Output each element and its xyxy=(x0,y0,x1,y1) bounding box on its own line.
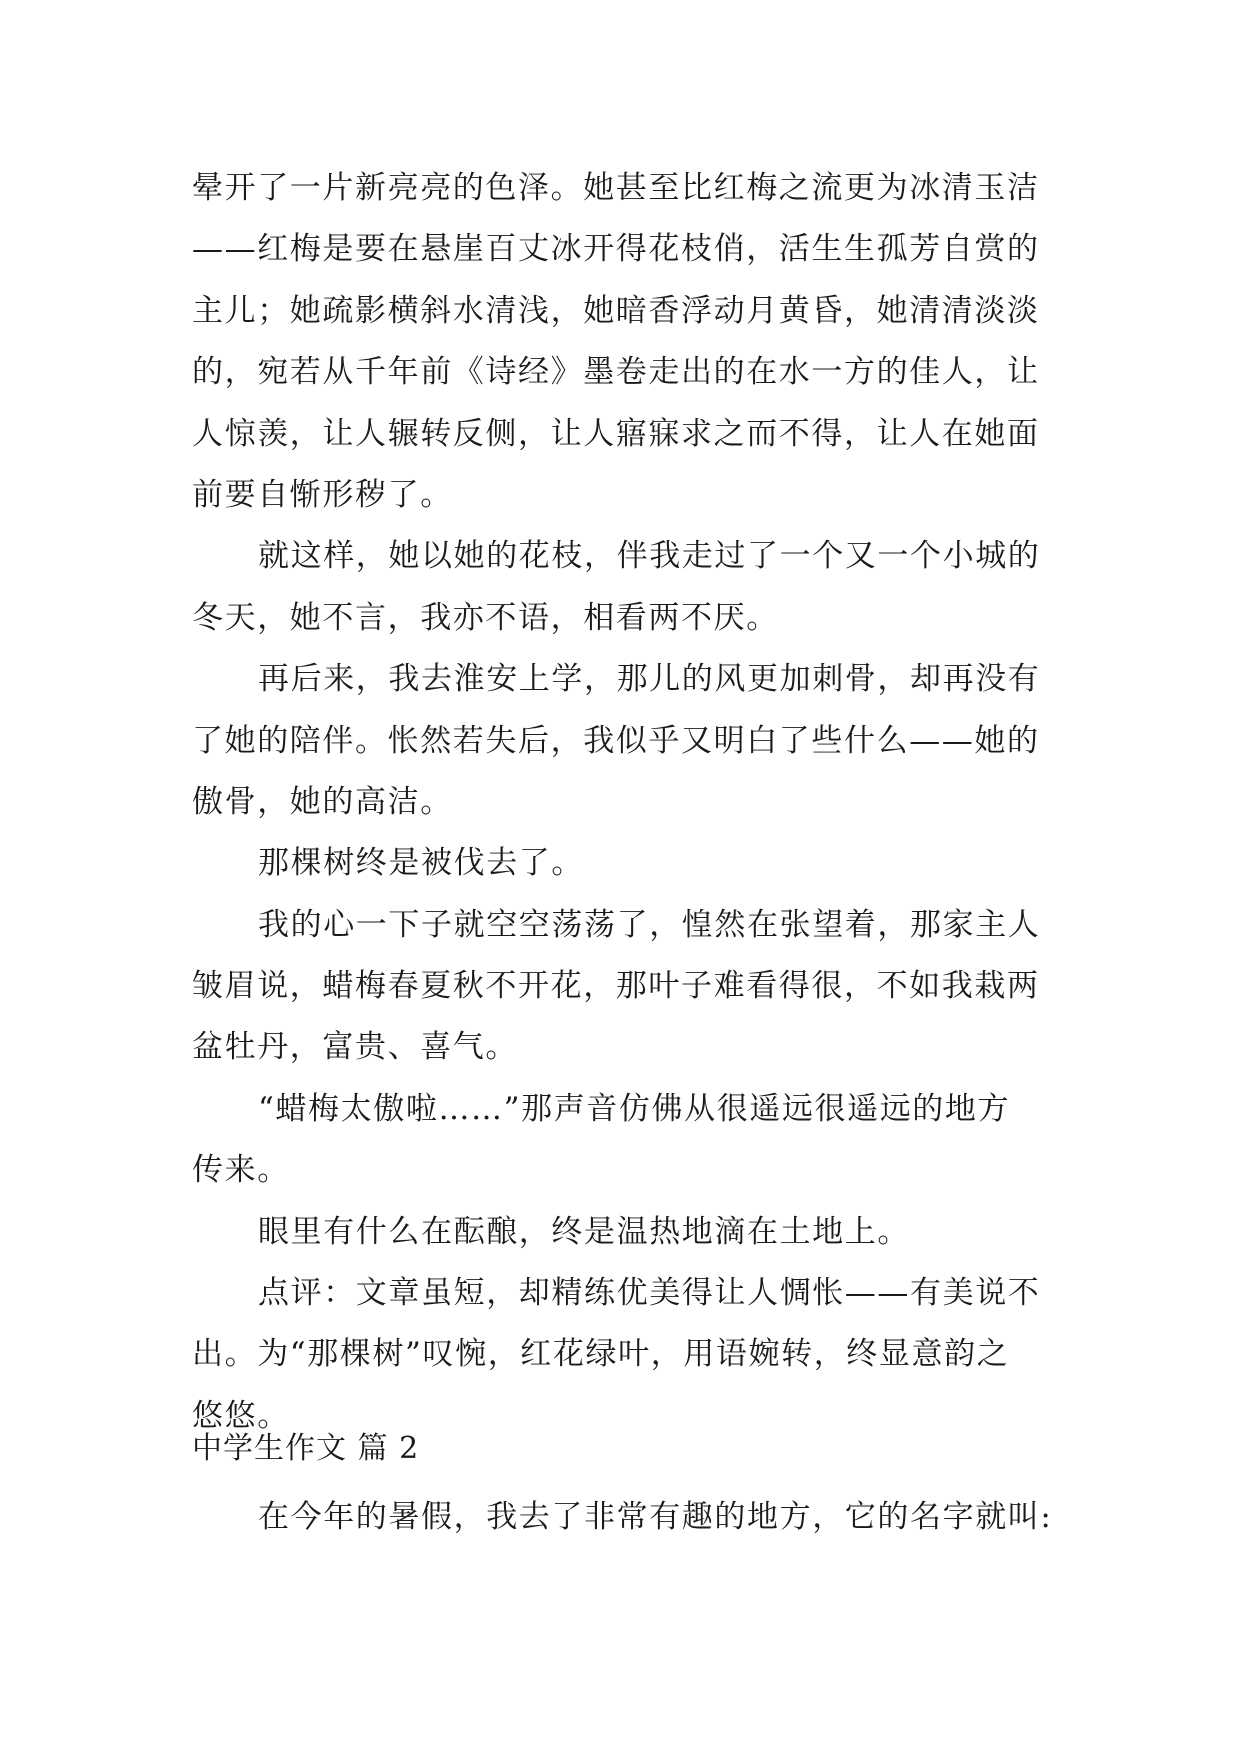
text-line: 的，宛若从千年前《诗经》墨卷走出的在水一方的佳人，让 xyxy=(192,354,1040,391)
review-paragraph xyxy=(192,1263,1052,1447)
text-line: 那棵树终是被伐去了。 xyxy=(258,845,584,882)
text-line: 传来。 xyxy=(192,1152,290,1189)
text-line: 了她的陪伴。怅然若失后，我似乎又明白了些什么——她的 xyxy=(192,722,1040,759)
text-line: 再后来，我去淮安上学，那儿的风更加刺骨，却再没有 xyxy=(258,661,1041,698)
text-line: 主儿；她疏影横斜水清浅，她暗香浮动月黄昏，她清清淡淡 xyxy=(192,292,1040,329)
text-line: 人惊羡，让人辗转反侧，让人寤寐求之而不得，让人在她面 xyxy=(192,415,1040,452)
text-line: ——红梅是要在悬崖百丈冰开得花枝俏，活生生孤芳自赏的 xyxy=(192,231,1040,268)
text-line: 晕开了一片新亮亮的色泽。她甚至比红梅之流更为冰清玉洁 xyxy=(192,170,1040,206)
paragraph xyxy=(192,649,1052,833)
paragraph xyxy=(192,895,1052,1079)
text-line: 点评：文章虽短，却精练优美得让人惆怅——有美说不 xyxy=(258,1275,1041,1312)
paragraph xyxy=(192,526,1052,649)
text-line: 悠悠。 xyxy=(192,1397,290,1434)
text-line: 傲骨，她的高洁。 xyxy=(192,783,453,820)
text-line: “蜡梅太傲啦……”那声音仿佛从很遥远很遥远的地方 xyxy=(258,1090,1011,1127)
text-line: 就这样，她以她的花枝，伴我走过了一个又一个小城的 xyxy=(258,538,1041,575)
text-line: 前要自惭形秽了。 xyxy=(192,476,453,513)
text-line: 眼里有什么在酝酿，终是温热地滴在土地上。 xyxy=(258,1213,910,1250)
text-line: 出。为“那棵树”叹惋，红花绿叶，用语婉转，终显意韵之 xyxy=(192,1336,1010,1373)
document-body xyxy=(192,158,1052,1447)
text-line: 我的心一下子就空空荡荡了，惶然在张望着，那家主人 xyxy=(258,906,1041,943)
paragraph xyxy=(192,1079,1052,1202)
text-line: 冬天，她不言，我亦不语，相看两不厌。 xyxy=(192,599,779,636)
paragraph xyxy=(192,833,1052,894)
paragraph xyxy=(192,158,1052,526)
paragraph xyxy=(192,1202,1052,1263)
paragraph: 在今年的暑假，我去了非常有趣的地方，它的名字就叫: xyxy=(258,1499,1053,1535)
text-line: 皱眉说，蜡梅春夏秋不开花，那叶子难看得很，不如我栽两 xyxy=(192,968,1040,1005)
section-title: 中学生作文 篇 2 xyxy=(192,1431,420,1466)
text-line: 盆牡丹，富贵、喜气。 xyxy=(192,1029,518,1066)
